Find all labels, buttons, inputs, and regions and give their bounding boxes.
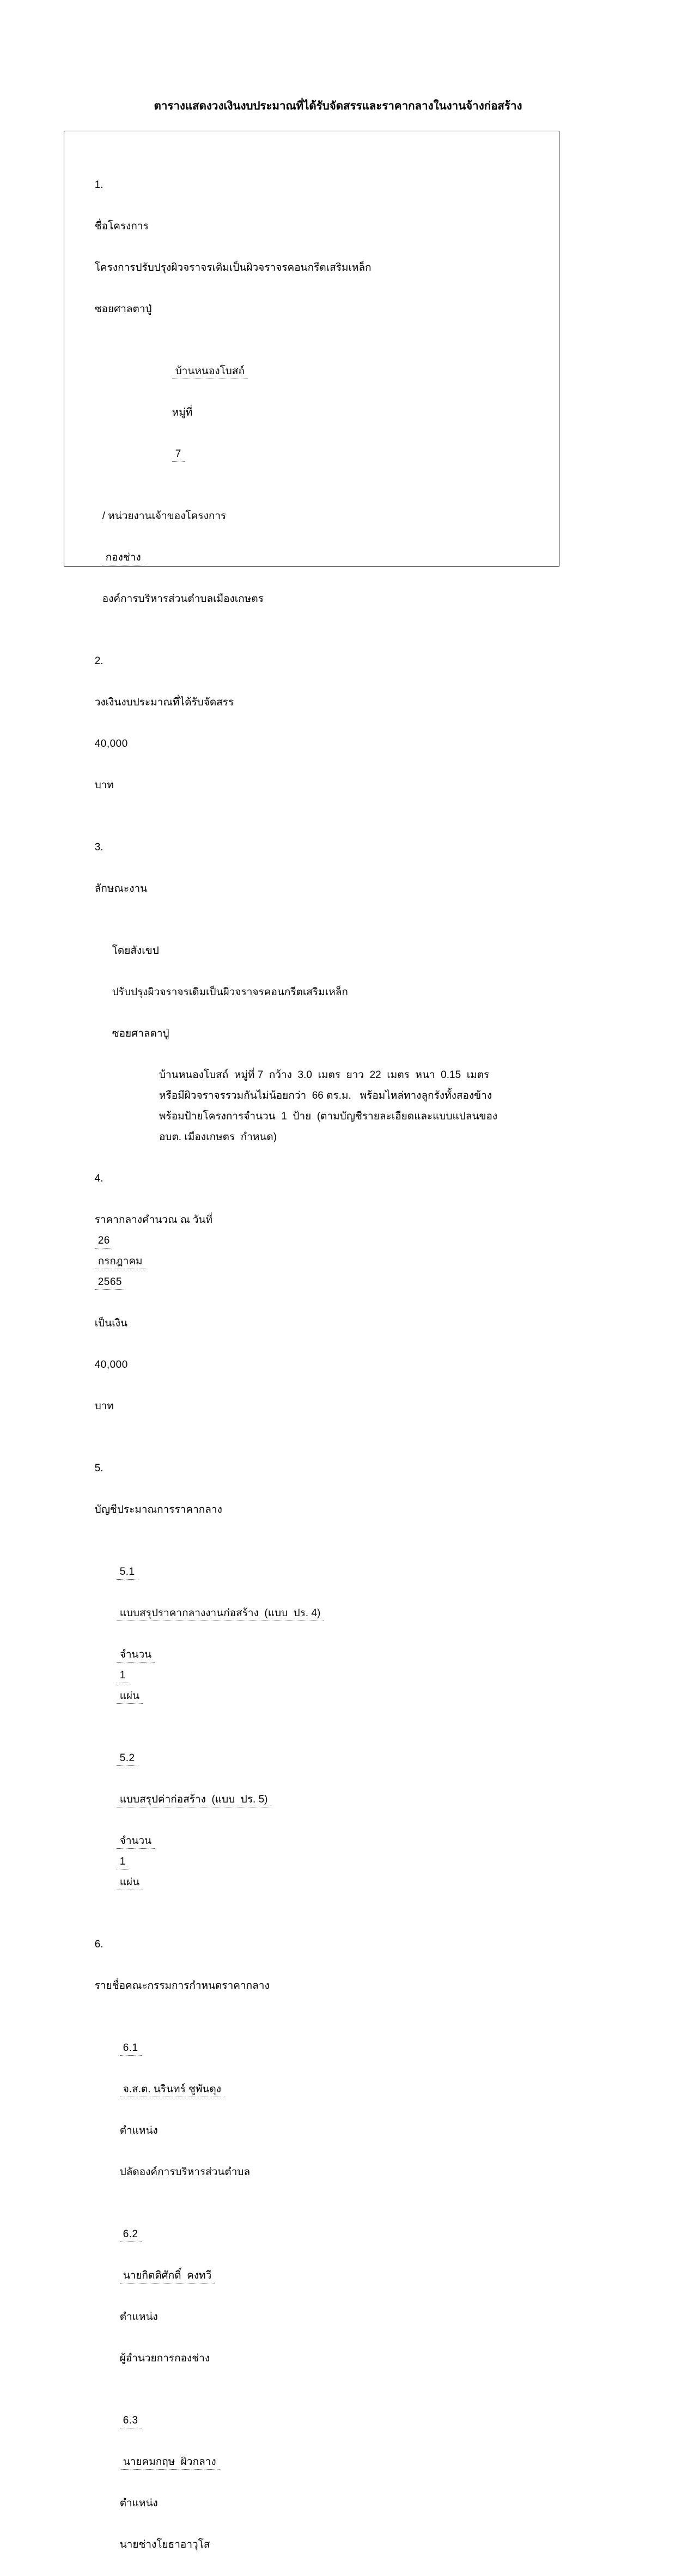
item-2-label: วงเงินงบประมาณที่ได้รับจัดสรร bbox=[94, 697, 234, 708]
item-4-amount: 40,000 bbox=[94, 1359, 128, 1371]
item-1-moo-value: 7 bbox=[172, 447, 185, 462]
item-6-label: รายชื่อคณะกรรมการกำหนดราคากลาง bbox=[94, 1980, 270, 1992]
item-6-number: 6. bbox=[94, 1939, 103, 1950]
item-6-2-position-label: ตำแหน่ง bbox=[119, 2311, 158, 2323]
item-2-number: 2. bbox=[94, 655, 103, 667]
item-5-2-count: 1 bbox=[117, 1855, 129, 1869]
item-1-line-3 bbox=[77, 485, 544, 630]
item-6-2-number: 6.2 bbox=[120, 2227, 142, 2242]
item-5-2-text: แบบสรุปค่าก่อสร้าง (แบบ ปร. 5) bbox=[117, 1793, 271, 1807]
item-4-unit: บาท bbox=[94, 1400, 114, 1412]
item-5-1-number: 5.1 bbox=[117, 1565, 138, 1580]
item-3-number: 3. bbox=[94, 842, 103, 853]
item-3-label: ลักษณะงาน bbox=[94, 883, 148, 894]
item-2-unit: บาท bbox=[94, 780, 114, 791]
item-6-3-position-label: ตำแหน่ง bbox=[119, 2498, 158, 2509]
item-5-1-unit: แผ่น bbox=[117, 1689, 143, 1704]
item-6-3-position: นายช่างโยธาอาวุโส bbox=[119, 2539, 210, 2550]
item-1-line-1 bbox=[77, 154, 544, 340]
item-4-day: 26 bbox=[95, 1234, 113, 1249]
item-6-2-position: ผู้อำนวยการกองช่าง bbox=[119, 2353, 210, 2364]
item-1-value-cont: ซอยศาลตาปู่ bbox=[94, 303, 152, 315]
item-6-1-number: 6.1 bbox=[120, 2041, 142, 2056]
item-3-desc-5: อบต. เมืองเกษตร กำหนด) bbox=[159, 1131, 277, 1143]
item-5-1-count: 1 bbox=[117, 1668, 129, 1683]
item-3-desc-4: พร้อมป้ายโครงการจำนวน 1 ป้าย (ตามบัญชีรายละเอียดและแบบแปลนของ bbox=[159, 1111, 498, 1122]
item-5-2-unit: แผ่น bbox=[117, 1875, 143, 1890]
item-1-owner-division: กองช่าง bbox=[102, 551, 144, 565]
item-4-year: 2565 bbox=[95, 1275, 125, 1290]
item-3-sub-line-1 bbox=[77, 920, 544, 1065]
item-6-sub-1 bbox=[77, 2017, 544, 2203]
item-6-3-number: 6.3 bbox=[120, 2414, 142, 2428]
item-3-desc-3: หรือมีผิวจราจรรวมกันไม่น้อยกว่า 66 ตร.ม. พร้อมไหล่ทางลูกรังทั้งสองข้าง bbox=[159, 1090, 492, 1101]
item-1-value: โครงการปรับปรุงผิวจราจรเดิมเป็นผิวจราจรคอนกรีตเสริมเหล็ก bbox=[94, 262, 372, 273]
item-5-1-count-label: จำนวน bbox=[117, 1648, 155, 1662]
item-1-line-2 bbox=[77, 340, 544, 485]
item-1-moo-label: หมู่ที่ bbox=[172, 407, 193, 418]
item-6-1-position: ปลัดองค์การบริหารส่วนตำบล bbox=[119, 2166, 251, 2178]
item-4-line bbox=[77, 1148, 544, 1438]
item-3-desc-1b: ซอยศาลตาปู่ bbox=[112, 1028, 169, 1039]
item-5-2-number: 5.2 bbox=[117, 1751, 138, 1766]
item-6-3-name: นายคมกฤษ ผิวกลาง bbox=[120, 2455, 220, 2470]
item-1-owner-org: องค์การบริหารส่วนตำบลเมืองเกษตร bbox=[102, 593, 264, 605]
content-frame bbox=[64, 131, 559, 2550]
item-3-desc-1: ปรับปรุงผิวจราจรเดิมเป็นผิวจราจรคอนกรีตเสริมเหล็ก bbox=[112, 986, 348, 998]
item-6-1-name: จ.ส.ต. นรินทร์ ชูพันดุง bbox=[120, 2082, 224, 2097]
item-2-amount: 40,000 bbox=[94, 738, 128, 750]
item-2-line bbox=[77, 630, 544, 817]
item-6-sub-2 bbox=[77, 2203, 544, 2390]
item-4-number: 4. bbox=[94, 1173, 103, 1184]
item-5-1-text: แบบสรุปราคากลางงานก่อสร้าง (แบบ ปร. 4) bbox=[117, 1606, 324, 1621]
item-1-owner-label: / หน่วยงานเจ้าของโครงการ bbox=[102, 510, 227, 522]
item-4-label: ราคากลางคำนวณ ณ วันที่ bbox=[94, 1214, 213, 1226]
item-1-village: บ้านหนองโบสถ์ bbox=[172, 364, 248, 379]
item-1-label: ชื่อโครงการ bbox=[94, 221, 149, 232]
item-5-sub-2 bbox=[77, 1727, 544, 1914]
item-4-month: กรกฎาคม bbox=[95, 1254, 146, 1269]
item-4-value-label: เป็นเงิน bbox=[94, 1318, 127, 1329]
item-1-number: 1. bbox=[94, 179, 103, 191]
item-6-2-name: นายกิตติศักดิ์ คงทวี bbox=[120, 2269, 215, 2283]
item-5-number: 5. bbox=[94, 1463, 103, 1474]
item-6-1-position-label: ตำแหน่ง bbox=[119, 2125, 158, 2136]
item-3-desc-2: บ้านหนองโบสถ์ หมู่ที่ 7 กว้าง 3.0 เมตร ยาว 22 เมตร หนา 0.15 เมตร bbox=[159, 1069, 490, 1081]
item-5-sub-1 bbox=[77, 1541, 544, 1727]
item-6-sub-3 bbox=[77, 2390, 544, 2576]
item-5-line bbox=[77, 1438, 544, 1541]
item-3-sub-label: โดยสังเขป bbox=[112, 945, 159, 957]
item-5-2-count-label: จำนวน bbox=[117, 1834, 155, 1849]
item-6-line bbox=[77, 1914, 544, 2017]
page-title: ตารางแสดงวงเงินงบประมาณที่ได้รับจัดสรรและราคากลางในงานจ้างก่อสร้าง bbox=[154, 100, 522, 112]
item-5-label: บัญชีประมาณการราคากลาง bbox=[94, 1504, 222, 1515]
item-3-line bbox=[77, 817, 544, 920]
